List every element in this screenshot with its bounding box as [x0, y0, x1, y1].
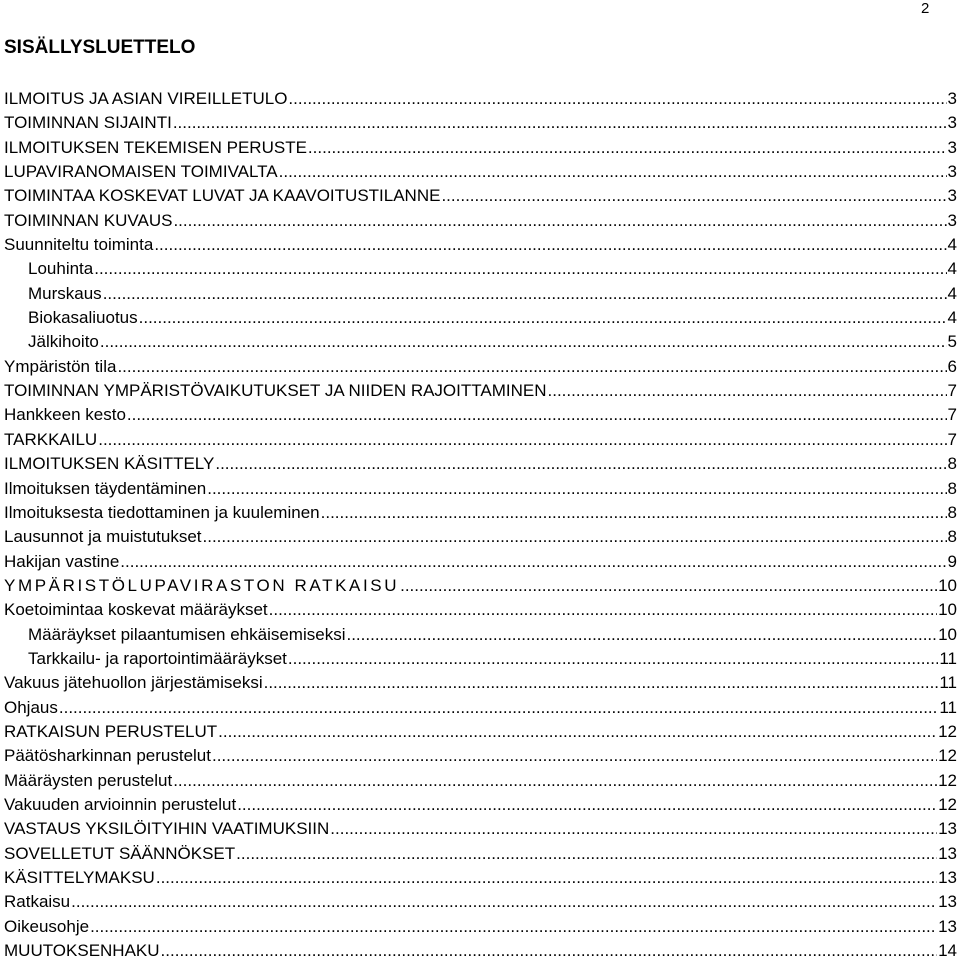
toc-entry[interactable] [4, 720, 957, 744]
toc-entry-page-number: 4 [947, 259, 957, 279]
toc-entry[interactable] [4, 793, 957, 817]
toc-entry-label: VASTAUS YKSILÖITYIHIN VAATIMUKSIIN [4, 819, 330, 839]
toc-entry-page-number: 13 [938, 868, 957, 887]
toc-entry-page-number: 5 [947, 332, 957, 352]
dot-leader [154, 233, 946, 257]
dot-leader [548, 379, 947, 403]
dot-leader [330, 817, 937, 841]
toc-entry-page-number: 11 [939, 697, 957, 717]
toc-entry[interactable] [4, 160, 957, 184]
toc-entry-page-number: 13 [938, 819, 957, 839]
dot-leader [321, 501, 947, 525]
toc-entry-label: Päätösharkinnan perustelut [4, 746, 211, 766]
toc-entry-label: Ratkaisu [4, 892, 71, 912]
toc-entry-page-number: 12 [938, 746, 957, 766]
dot-leader [120, 550, 946, 574]
toc-entry-label: ILMOITUKSEN TEKEMISEN PERUSTE [4, 137, 307, 157]
toc-entry-label: Suunniteltu toiminta [4, 235, 154, 255]
dot-leader [103, 282, 947, 306]
toc-entry-label: Lausunnot ja muistutukset [4, 527, 202, 547]
dot-leader [173, 111, 947, 135]
toc-entry-label: Ilmoituksen täydentäminen [4, 478, 207, 498]
toc-entry[interactable] [4, 915, 957, 939]
toc-entry-label: SOVELLETUT SÄÄNNÖKSET [4, 843, 236, 863]
toc-entry-page-number: 7 [947, 405, 957, 425]
dot-leader [161, 939, 938, 963]
toc-entry-page-number: 10 [938, 575, 957, 595]
toc-entry-page-number: 8 [947, 502, 957, 522]
dot-leader [100, 330, 947, 354]
toc-entry-page-number: 11 [939, 648, 957, 668]
toc-entry-page-number: 12 [938, 794, 957, 814]
dot-leader [441, 184, 946, 208]
toc-entry-page-number: 9 [947, 551, 957, 571]
toc-entry-label: YMPÄRISTÖLUPAVIRASTON RATKAISU [4, 575, 400, 595]
toc-entry-label: Ympäristön tila [4, 356, 117, 376]
toc-entry-page-number: 10 [938, 600, 957, 620]
dot-leader [173, 209, 946, 233]
toc-entry-label: TOIMINNAN SIJAINTI [4, 113, 172, 133]
toc-entry-label: Koetoimintaa koskevat määräykset [4, 600, 268, 620]
toc-entry-page-number: 8 [947, 527, 957, 547]
toc-entry[interactable] [4, 598, 957, 622]
dot-leader [139, 306, 947, 330]
dot-leader [156, 866, 937, 890]
toc-entry[interactable] [4, 574, 957, 598]
dot-leader [203, 525, 947, 549]
dot-leader [236, 842, 937, 866]
dot-leader [71, 890, 937, 914]
toc-entry[interactable] [4, 550, 957, 574]
toc-entry-page-number: 3 [947, 162, 957, 182]
toc-title: SISÄLLYSLUETTELO [4, 37, 196, 58]
toc-entry-page-number: 3 [947, 186, 957, 206]
toc-entry-page-number: 10 [938, 624, 957, 644]
toc-entry-label: Louhinta [28, 259, 94, 279]
toc-entry-page-number: 7 [947, 429, 957, 449]
toc-entry-page-number: 11 [939, 673, 957, 693]
toc-entry-label: KÄSITTELYMAKSU [4, 868, 155, 887]
toc-entry[interactable] [4, 623, 957, 647]
toc-entry[interactable] [4, 306, 957, 330]
toc-entry[interactable] [4, 477, 957, 501]
toc-entry-label: Biokasaliuotus [28, 308, 138, 328]
toc-entry-label: Jälkihoito [28, 332, 99, 352]
toc-entry-page-number: 4 [947, 308, 957, 328]
dot-leader [218, 720, 937, 744]
toc-entry-label: MUUTOKSENHAKU [4, 941, 160, 961]
toc-entry[interactable] [4, 428, 957, 452]
toc-entry[interactable] [4, 330, 957, 354]
toc-entry-page-number: 3 [947, 89, 957, 108]
toc-entry-label: ILMOITUS JA ASIAN VIREILLETULO [4, 89, 288, 108]
toc-entry[interactable] [4, 817, 957, 841]
toc-entry[interactable] [4, 696, 957, 720]
toc-entry-label: Määräykset pilaantumisen ehkäisemiseksi [28, 624, 346, 644]
dot-leader [279, 160, 947, 184]
dot-leader [269, 598, 937, 622]
toc-entry-page-number: 12 [938, 721, 957, 741]
dot-leader [59, 696, 938, 720]
dot-leader [207, 477, 946, 501]
dot-leader [346, 623, 937, 647]
toc-entry[interactable] [4, 525, 957, 549]
table-of-contents [4, 87, 957, 963]
toc-entry-page-number: 8 [947, 478, 957, 498]
toc-entry-page-number: 4 [947, 283, 957, 303]
toc-entry-page-number: 12 [938, 770, 957, 790]
toc-entry[interactable] [4, 647, 957, 671]
dot-leader [127, 403, 947, 427]
page-number: 2 [921, 0, 930, 17]
toc-entry[interactable] [4, 744, 957, 768]
toc-entry-label: Tarkkailu- ja raportointimääräykset [28, 648, 287, 668]
toc-entry-label: Ilmoituksesta tiedottaminen ja kuuleminen [4, 502, 320, 522]
toc-entry-label: TOIMINTAA KOSKEVAT LUVAT JA KAAVOITUSTILANNE [4, 186, 441, 206]
toc-entry-page-number: 6 [947, 356, 957, 376]
toc-entry[interactable] [4, 282, 957, 306]
toc-entry-page-number: 14 [938, 941, 957, 961]
toc-entry-label: Vakuus jätehuollon järjestämiseksi [4, 673, 263, 693]
toc-entry-page-number: 13 [938, 916, 957, 936]
dot-leader [237, 793, 937, 817]
toc-entry-label: Määräysten perustelut [4, 770, 173, 790]
toc-entry[interactable] [4, 866, 957, 890]
toc-entry-page-number: 3 [947, 210, 957, 230]
toc-entry-page-number: 13 [938, 892, 957, 912]
dot-leader [94, 257, 946, 281]
toc-entry-page-number: 3 [947, 113, 957, 133]
toc-entry-label: Vakuuden arvioinnin perustelut [4, 794, 237, 814]
toc-entry-page-number: 3 [947, 137, 957, 157]
toc-entry[interactable] [4, 890, 957, 914]
toc-entry[interactable] [4, 87, 957, 111]
toc-entry[interactable] [4, 501, 957, 525]
dot-leader [212, 744, 937, 768]
toc-entry-label: Ohjaus [4, 697, 58, 717]
toc-entry[interactable] [4, 939, 957, 963]
toc-entry-label: TARKKAILU [4, 429, 98, 449]
dot-leader [400, 574, 937, 598]
toc-entry[interactable] [4, 233, 957, 257]
toc-entry[interactable] [4, 136, 957, 160]
toc-entry-page-number: 7 [947, 381, 957, 401]
dot-leader [308, 136, 947, 160]
toc-entry[interactable] [4, 671, 957, 695]
toc-entry-label: Hakijan vastine [4, 551, 120, 571]
dot-leader [98, 428, 946, 452]
toc-entry-label: TOIMINNAN YMPÄRISTÖVAIKUTUKSET JA NIIDEN RAJOITTAMINEN [4, 381, 547, 401]
dot-leader [288, 647, 938, 671]
toc-entry[interactable] [4, 769, 957, 793]
toc-entry-label: RATKAISUN PERUSTELUT [4, 721, 218, 741]
toc-entry[interactable] [4, 452, 957, 476]
toc-entry[interactable] [4, 209, 957, 233]
toc-entry-label: Hankkeen kesto [4, 405, 126, 425]
toc-entry-page-number: 4 [947, 235, 957, 255]
toc-entry[interactable] [4, 355, 957, 379]
toc-entry-label: Oikeusohje [4, 916, 90, 936]
toc-entry[interactable] [4, 111, 957, 135]
toc-entry[interactable] [4, 184, 957, 208]
toc-entry-label: ILMOITUKSEN KÄSITTELY [4, 454, 215, 474]
toc-entry[interactable] [4, 403, 957, 427]
dot-leader [288, 87, 946, 111]
toc-entry-label: LUPAVIRANOMAISEN TOIMIVALTA [4, 162, 278, 182]
toc-entry[interactable] [4, 257, 957, 281]
dot-leader [90, 915, 937, 939]
dot-leader [264, 671, 939, 695]
dot-leader [215, 452, 946, 476]
toc-entry-label: TOIMINNAN KUVAUS [4, 210, 173, 230]
toc-entry-label: Murskaus [28, 283, 102, 303]
toc-entry[interactable] [4, 379, 957, 403]
toc-entry-page-number: 8 [947, 454, 957, 474]
toc-entry-page-number: 13 [938, 843, 957, 863]
dot-leader [117, 355, 946, 379]
toc-entry[interactable] [4, 842, 957, 866]
dot-leader [173, 769, 937, 793]
